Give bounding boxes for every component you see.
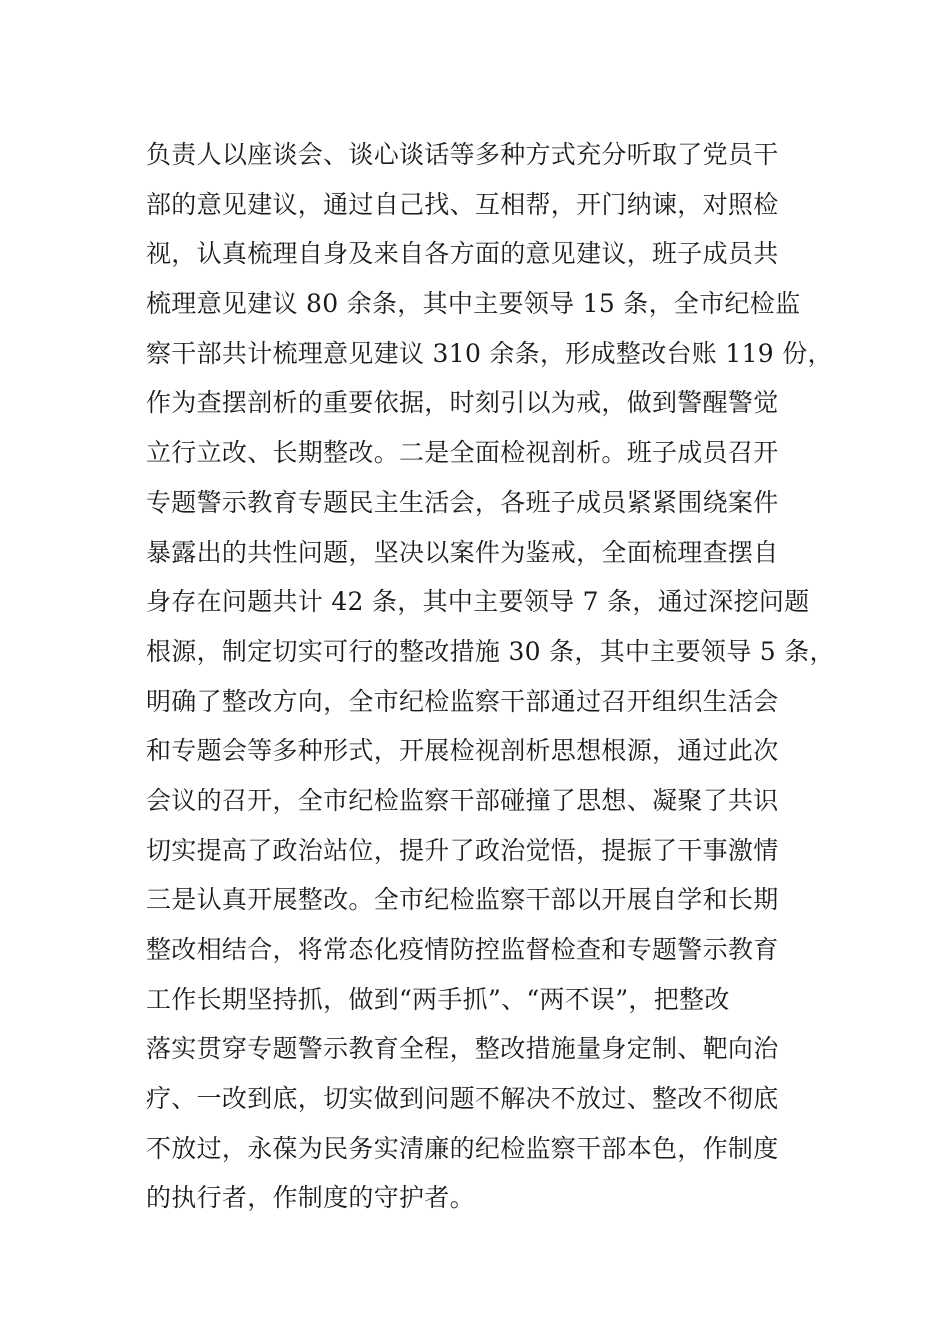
text-line: 切实提高了政治站位，提升了政治觉悟，提振了干事激情 <box>146 835 779 865</box>
text-line: 身存在问题共计 42 条，其中主要领导 7 条，通过深挖问题 <box>146 587 810 617</box>
body-paragraph <box>146 130 846 1223</box>
text-line: 负责人以座谈会、谈心谈话等多种方式充分听取了党员干 <box>146 140 779 169</box>
text-line: 视，认真梳理自身及来自各方面的意见建议，班子成员共 <box>146 239 779 269</box>
text-line: 专题警示教育专题民主生活会，各班子成员紧紧围绕案件 <box>146 487 779 517</box>
text-line: 作为查摆剖析的重要依据，时刻引以为戒，做到警醒警觉 <box>146 388 779 418</box>
text-line: 不放过，永葆为民务实清廉的纪检监察干部本色，作制度 <box>146 1133 779 1163</box>
text-line: 根源，制定切实可行的整改措施 30 条，其中主要领导 5 条， <box>146 636 835 666</box>
text-line: 疗、一改到底，切实做到问题不解决不放过、整改不彻底 <box>146 1084 779 1114</box>
text-line: 梳理意见建议 80 余条，其中主要领导 15 条，全市纪检监 <box>146 289 801 319</box>
text-line: 明确了整改方向，全市纪检监察干部通过召开组织生活会 <box>146 686 779 716</box>
text-line: 的执行者，作制度的守护者。 <box>146 1183 475 1213</box>
text-line: 立行立改、长期整改。二是全面检视剖析。班子成员召开 <box>146 438 779 468</box>
text-line: 部的意见建议，通过自己找、互相帮，开门纳谏，对照检 <box>146 189 779 219</box>
text-line: 整改相结合，将常态化疫情防控监督检查和专题警示教育 <box>146 935 779 964</box>
text-line: 三是认真开展整改。全市纪检监察干部以开展自学和长期 <box>146 885 779 915</box>
text-line: 落实贯穿专题警示教育全程，整改措施量身定制、靶向治 <box>146 1034 779 1064</box>
text-line: 暴露出的共性问题，坚决以案件为鉴戒，全面梳理查摆自 <box>146 537 779 567</box>
text-line: 和专题会等多种形式，开展检视剖析思想根源，通过此次 <box>146 736 779 766</box>
text-line: 工作长期坚持抓，做到“两手抓”、“两不误”，把整改 <box>146 984 730 1014</box>
text-line: 会议的召开，全市纪检监察干部碰撞了思想、凝聚了共识 <box>146 785 779 815</box>
text-line: 察干部共计梳理意见建议 310 余条，形成整改台账 119 份， <box>146 338 833 368</box>
